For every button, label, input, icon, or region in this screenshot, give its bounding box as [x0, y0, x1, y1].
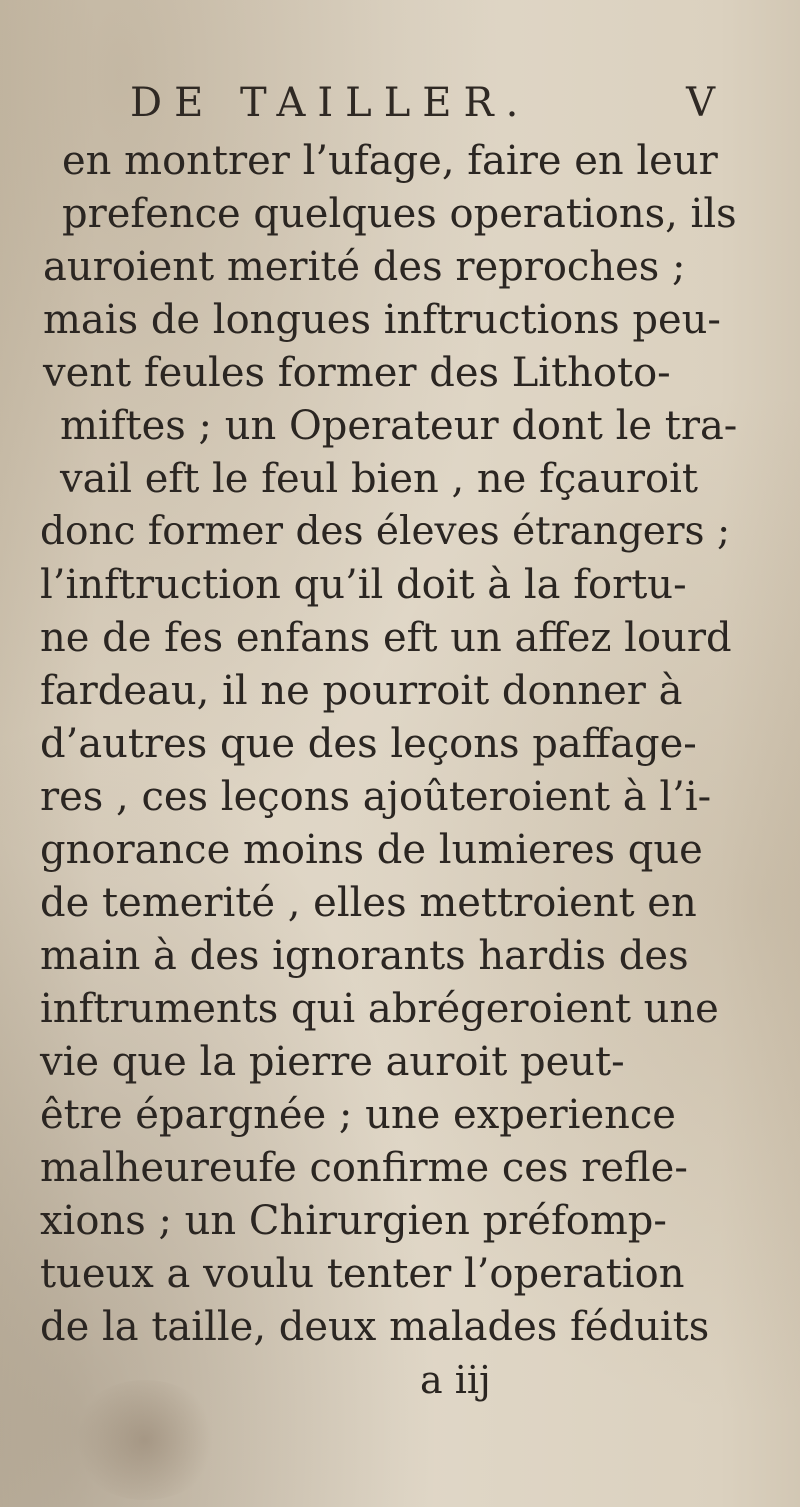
text-line: miftes ; un Operateur dont le tra- — [60, 403, 738, 449]
text-line: prefence quelques operations, ils — [62, 191, 737, 237]
text-line: auroient merité des reproches ; — [43, 244, 686, 290]
text-line: en montrer l’ufage, faire en leur — [62, 138, 718, 184]
text-line: être épargnée ; une experience — [40, 1092, 676, 1138]
running-head — [130, 80, 715, 130]
text-line: vie que la pierre auroit peut- — [40, 1039, 625, 1085]
text-line: res , ces leçons ajoûteroient à l’i- — [40, 774, 712, 820]
text-line: ne de fes enfans eft un affez lourd — [40, 615, 732, 661]
running-head-title: DE TAILLER. — [130, 80, 531, 126]
catchword: a iij — [420, 1358, 491, 1402]
text-line: tueux a voulu tenter l’operation — [40, 1251, 685, 1297]
text-line: fardeau, il ne pourroit donner à — [40, 668, 683, 714]
text-line: de temerité , elles mettroient en — [40, 880, 697, 926]
text-line: main à des ignorants hardis des — [40, 933, 689, 979]
text-line: de la taille, deux malades féduits — [40, 1304, 710, 1350]
text-line: gnorance moins de lumieres que — [40, 827, 703, 873]
text-line: malheureufe confirme ces refle- — [40, 1145, 688, 1191]
text-line: vent feules former des Lithoto- — [43, 350, 671, 396]
text-line: donc former des éleves étrangers ; — [40, 509, 731, 554]
text-line: vail eft le feul bien , ne fçauroit — [60, 456, 698, 502]
signature-mark: V — [686, 80, 715, 126]
text-line: l’inftruction qu’il doit à la fortu- — [40, 562, 687, 608]
text-line: xions ; un Chirurgien préfomp- — [40, 1198, 667, 1244]
page-stain — [70, 1380, 220, 1500]
text-line: inftruments qui abrégeroient une — [40, 986, 719, 1032]
text-line: d’autres que des leçons paffage- — [40, 721, 697, 767]
text-line: mais de longues inftructions peu- — [43, 297, 721, 343]
